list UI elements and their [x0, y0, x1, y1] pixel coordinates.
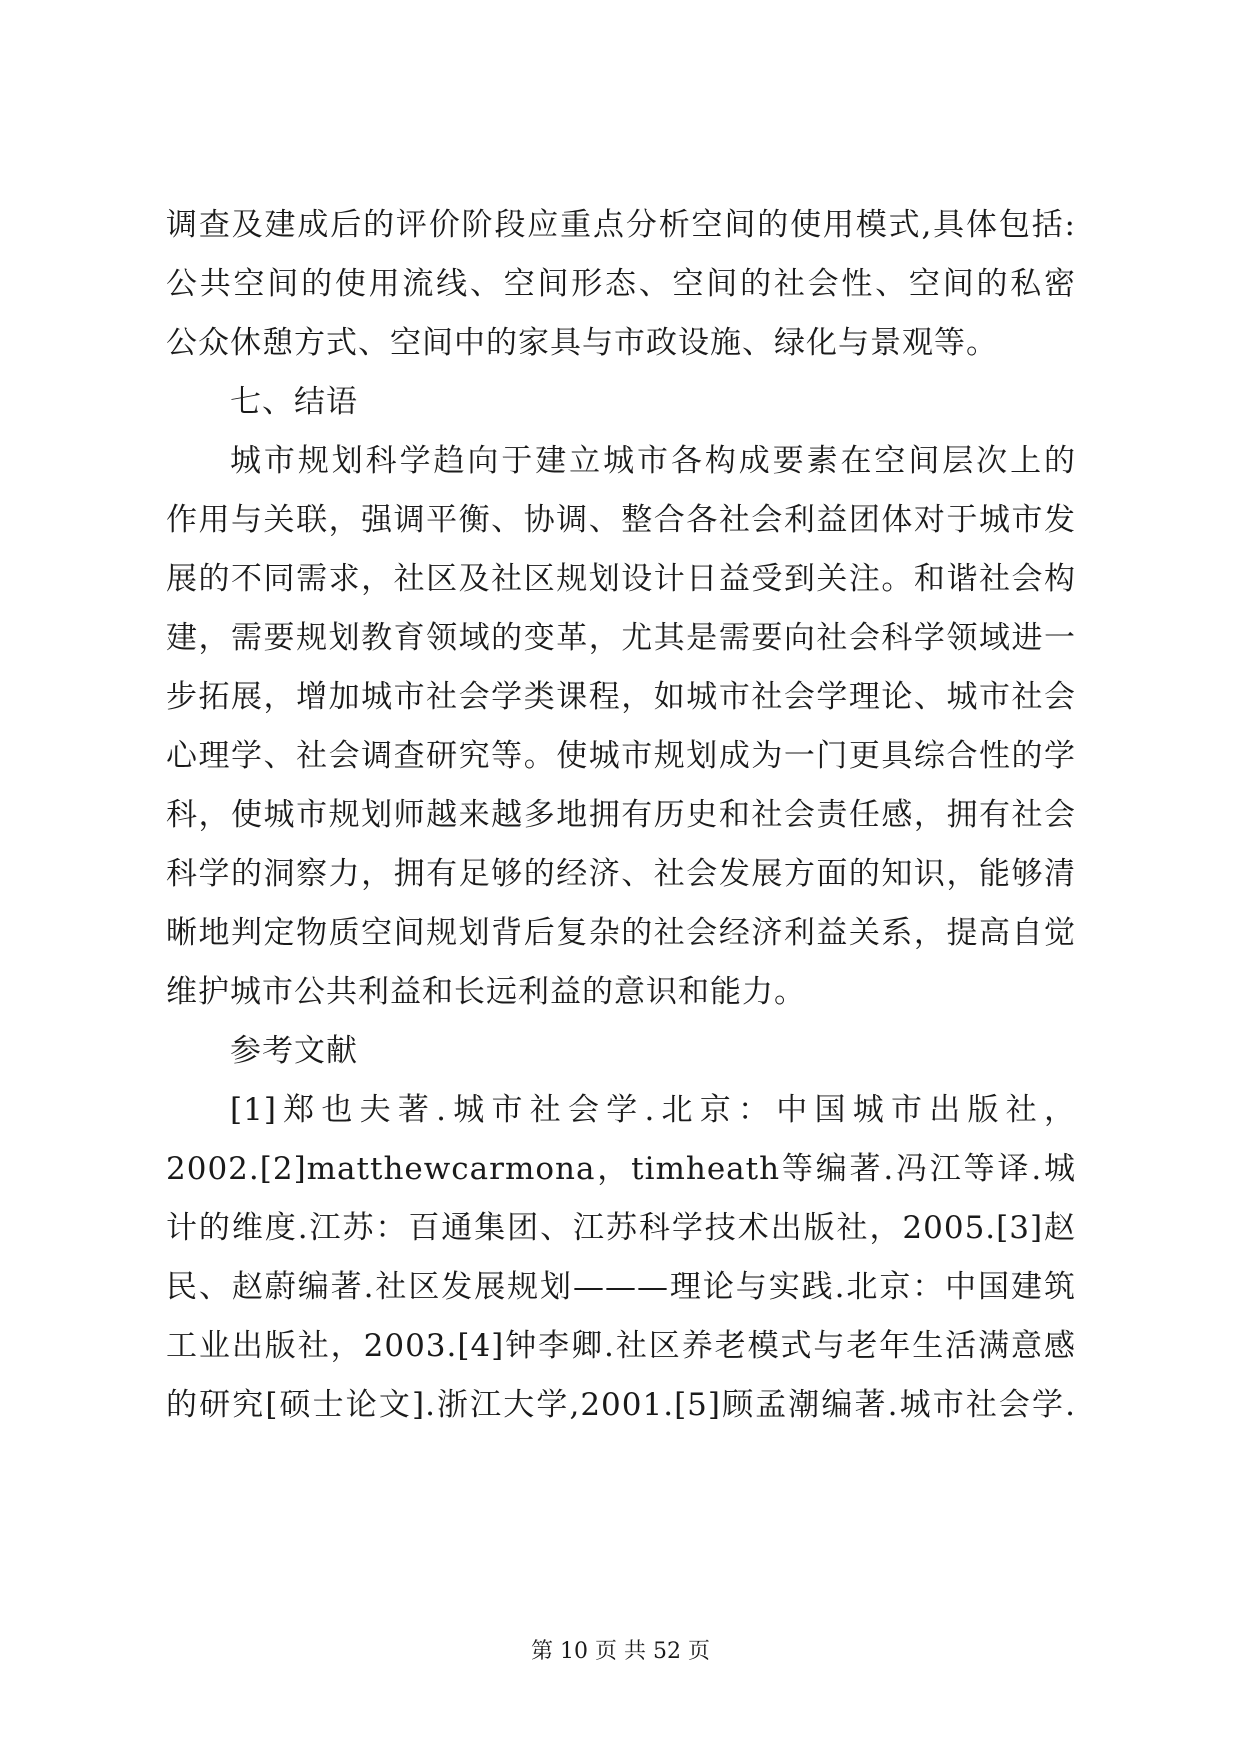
section-heading: 七、结语	[230, 384, 358, 420]
page-footer: 第 10 页 共 52 页	[531, 1639, 710, 1664]
text-line: 步拓展，增加城市社会学类课程，如城市社会学理论、城市社会	[166, 679, 1076, 715]
text-line: 展的不同需求，社区及社区规划设计日益受到关注。和谐社会构	[166, 561, 1076, 597]
text-line: 公共空间的使用流线、空间形态、空间的社会性、空间的私密	[166, 266, 1076, 302]
reference-line: 民、赵蔚编著.社区发展规划———理论与实践.北京：中国建筑	[166, 1269, 1076, 1305]
text-line: 晰地判定物质空间规划背后复杂的社会经济利益关系，提高自觉	[166, 915, 1076, 951]
text-line: 建，需要规划教育领域的变革，尤其是需要向社会科学领域进一	[166, 620, 1076, 656]
text-line: 科学的洞察力，拥有足够的经济、社会发展方面的知识，能够清	[166, 856, 1076, 892]
paragraph-intro	[166, 196, 1076, 373]
text-line: 作用与关联，强调平衡、协调、整合各社会利益团体对于城市发	[166, 502, 1076, 538]
text-line: 维护城市公共利益和长远利益的意识和能力。	[166, 974, 806, 1010]
text-line: 城市规划科学趋向于建立城市各构成要素在空间层次上的	[230, 443, 1076, 479]
text-line: 心理学、社会调查研究等。使城市规划成为一门更具综合性的学	[166, 738, 1076, 774]
text-line: 科，使城市规划师越来越多地拥有历史和社会责任感，拥有社会	[166, 797, 1076, 833]
references-list	[166, 1081, 1076, 1435]
page-body	[166, 196, 1076, 1435]
reference-line: 工业出版社，2003.[4]钟李卿.社区养老模式与老年生活满意感	[166, 1328, 1076, 1364]
references-heading: 参考文献	[230, 1033, 358, 1069]
text-line: 调查及建成后的评价阶段应重点分析空间的使用模式,具体包括:	[166, 207, 1076, 243]
reference-line: 的研究[硕士论文].浙江大学,2001.[5]顾孟潮编著.城市社会学.	[166, 1387, 1076, 1423]
text-line: 公众休憩方式、空间中的家具与市政设施、绿化与景观等。	[166, 325, 998, 361]
reference-line: 2002.[2]matthewcarmona，timheath等编著.冯江等译.城	[166, 1151, 1076, 1187]
reference-line: 计的维度.江苏：百通集团、江苏科学技术出版社，2005.[3]赵	[166, 1210, 1076, 1246]
reference-line: [1]郑也夫著.城市社会学.北京：中国城市出版社，	[230, 1092, 1076, 1128]
paragraph-conclusion	[166, 432, 1076, 1022]
